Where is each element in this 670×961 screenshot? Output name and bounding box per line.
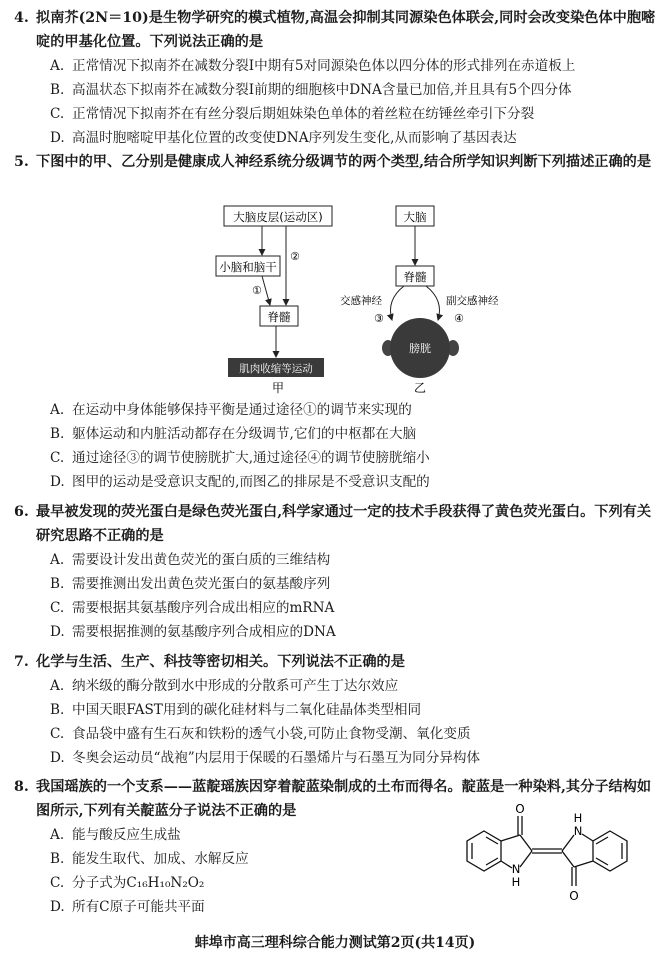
question-6 (14, 500, 659, 644)
option-b: B. 中国天眼FAST用到的碳化硅材料与二氧化硅晶体类型相同 (50, 702, 422, 718)
option-d: D. 需要根据推测的氨基酸序列合成相应的DNA (50, 624, 336, 640)
label-path-4: ④ (454, 312, 464, 325)
atom-n-bottom: N (511, 862, 521, 876)
option-c: C. 正常情况下拟南芥在有丝分裂后期姐妹染色单体的着丝粒在纺锤丝牵引下分裂 (50, 106, 535, 122)
option-c: C. 分子式为C₁₆H₁₀N₂O₂ (50, 875, 205, 891)
question-5 (14, 150, 659, 174)
option-a: A. 纳米级的酶分散到水中形成的分散系可产生丁达尔效应 (50, 678, 399, 694)
question-text: 化学与生活、生产、科技等密切相关。下列说法不正确的是 (36, 654, 405, 670)
label-parasympathetic: 副交感神经 (446, 295, 499, 307)
question-text: 最早被发现的荧光蛋白是绿色荧光蛋白,科学家通过一定的技术手段获得了黄色荧光蛋白。下列有关研究思路不正确的是 (36, 504, 652, 544)
question-stem (14, 650, 659, 674)
option-a: A. 正常情况下拟南芥在减数分裂Ⅰ中期有5对同源染色体以四分体的形式排列在赤道板上 (50, 58, 576, 74)
question-text: 下图中的甲、乙分别是健康成人神经系统分级调节的两个类型,结合所学知识判断下列描述正确的是 (36, 154, 652, 170)
option-c: C. 通过途径③的调节使膀胱扩大,通过途径④的调节使膀胱缩小 (50, 450, 430, 466)
label-bladder: 膀胱 (409, 342, 431, 355)
option-c: C. 食品袋中盛有生石灰和铁粉的透气小袋,可防止食物受潮、氧化变质 (50, 726, 471, 742)
option-c: C. 需要根据其氨基酸序列合成出相应的mRNA (50, 600, 335, 616)
question-stem (14, 500, 659, 548)
label-sympathetic: 交感神经 (340, 295, 382, 307)
label-spinal-jia: 脊髓 (267, 310, 291, 324)
label-path-1: ① (252, 284, 262, 297)
question-number: 7. (14, 654, 29, 670)
atom-h-top: H (573, 811, 583, 825)
caption-jia: 甲 (272, 381, 285, 395)
label-spinal-yi: 脊髓 (403, 270, 427, 284)
atom-h-bottom: H (511, 875, 521, 889)
question-text: 拟南芥(2N＝10)是生物学研究的模式植物,高温会抑制其同源染色体联会,同时会改变染色体中胞嘧啶的甲基化位置。下列说法正确的是 (36, 10, 656, 50)
option-b: B. 高温状态下拟南芥在减数分裂Ⅰ前期的细胞核中DNA含量已加倍,并且具有5个四分体 (50, 82, 572, 98)
figure-indigo-structure (450, 800, 660, 912)
option-a: A. 需要设计发出黄色荧光的蛋白质的三维结构 (50, 552, 331, 568)
label-output: 肌肉收缩等运动 (239, 363, 313, 375)
label-cerebellum: 小脑和脑干 (219, 260, 277, 274)
option-d: D. 冬奥会运动员“战袍”内层用于保暖的石墨烯片与石墨互为同分异构体 (50, 750, 481, 766)
question-stem (14, 150, 659, 174)
option-b: B. 能发生取代、加成、水解反应 (50, 851, 249, 867)
question-4 (14, 6, 659, 150)
question-5-options (14, 398, 659, 494)
option-d: D. 图甲的运动是受意识支配的,而图乙的排尿是不受意识支配的 (50, 474, 430, 490)
question-number: 4. (14, 10, 29, 26)
figure-nervous-regulation (210, 200, 530, 395)
caption-yi: 乙 (414, 381, 427, 395)
arrow-path-3 (391, 286, 405, 320)
atom-o-top: O (515, 802, 525, 816)
label-path-2: ② (290, 250, 300, 263)
label-brain: 大脑 (403, 210, 427, 224)
arrow-path-1 (262, 276, 270, 305)
option-b: B. 躯体运动和内脏活动都存在分级调节,它们的中枢都在大脑 (50, 426, 417, 442)
question-number: 5. (14, 154, 29, 170)
question-text: 我国瑶族的一个支系——蓝靛瑶族因穿着靛蓝染制成的土布而得名。靛蓝是一种染料,其分子结构如图所示,下列有关靛蓝分子说法不正确的是 (36, 779, 652, 819)
option-a: A. 能与酸反应生成盐 (50, 827, 181, 843)
option-d: D. 所有C原子可能共平面 (50, 899, 205, 915)
option-a: A. 在运动中身体能够保持平衡是通过途径①的调节来实现的 (50, 402, 412, 418)
question-number: 8. (14, 779, 29, 795)
arrow-path-4 (426, 286, 440, 320)
page-footer: 蚌埠市高三理科综合能力测试第2页(共14页) (194, 935, 476, 951)
atom-n-top: N (573, 824, 583, 838)
question-stem (14, 6, 659, 54)
question-number: 6. (14, 504, 29, 520)
atom-o-bottom: O (569, 889, 579, 903)
option-b: B. 需要推测出发出黄色荧光蛋白的氨基酸序列 (50, 576, 331, 592)
option-d: D. 高温时胞嘧啶甲基化位置的改变使DNA序列发生变化,从而影响了基因表达 (50, 130, 517, 146)
question-7 (14, 650, 659, 770)
label-cortex: 大脑皮层(运动区) (233, 210, 323, 224)
label-path-3: ③ (374, 312, 384, 325)
